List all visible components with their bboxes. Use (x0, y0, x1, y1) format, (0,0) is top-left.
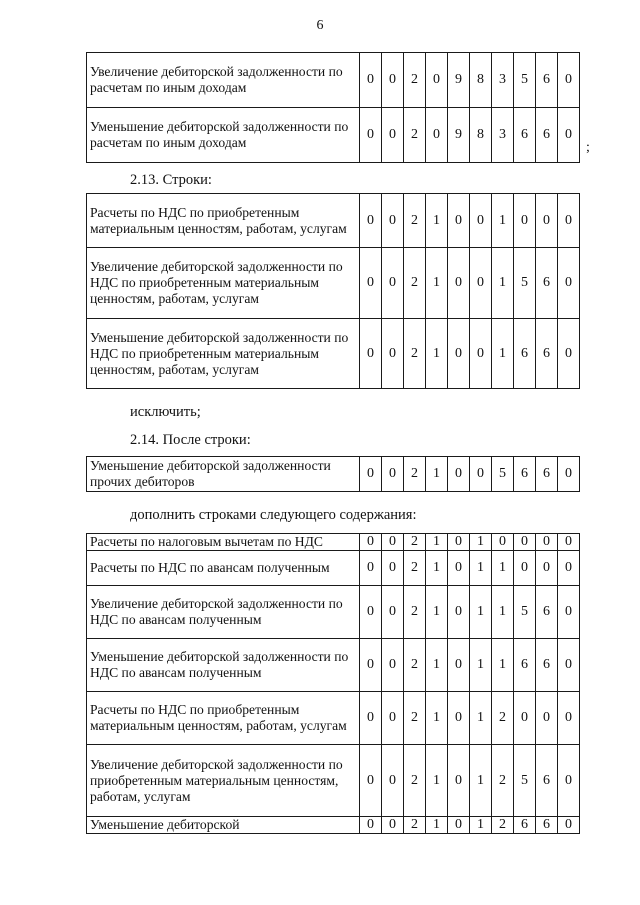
code-digit: 0 (448, 692, 470, 745)
code-digit: 0 (448, 817, 470, 834)
code-digit: 1 (426, 817, 448, 834)
code-digit: 1 (492, 586, 514, 639)
code-digit: 6 (536, 817, 558, 834)
code-digit: 1 (492, 194, 514, 248)
code-digit: 0 (492, 534, 514, 551)
code-digit: 6 (536, 745, 558, 817)
code-digit: 0 (382, 194, 404, 248)
code-digit: 0 (558, 745, 580, 817)
code-digit: 0 (470, 248, 492, 319)
code-digit: 0 (470, 457, 492, 492)
code-digit: 1 (426, 194, 448, 248)
code-digit: 0 (558, 53, 580, 108)
code-digit: 2 (492, 692, 514, 745)
code-digit: 0 (558, 319, 580, 389)
code-digit: 5 (514, 248, 536, 319)
row-name: Расчеты по НДС по приобретенным материальным ценностям, работам, услугам (87, 194, 360, 248)
code-digit: 0 (448, 534, 470, 551)
code-digit: 1 (470, 534, 492, 551)
code-digit: 5 (492, 457, 514, 492)
code-digit: 0 (360, 745, 382, 817)
code-digit: 1 (426, 586, 448, 639)
code-digit: 2 (404, 457, 426, 492)
code-digit: 1 (492, 319, 514, 389)
code-digit: 0 (426, 108, 448, 163)
table-vat-purchased-values (86, 193, 580, 389)
code-digit: 0 (448, 248, 470, 319)
code-digit: 2 (404, 586, 426, 639)
code-digit: 1 (470, 551, 492, 586)
table-row (87, 551, 580, 586)
code-digit: 0 (360, 108, 382, 163)
code-digit: 0 (360, 457, 382, 492)
code-digit: 2 (404, 692, 426, 745)
table-row (87, 534, 580, 551)
code-digit: 0 (470, 194, 492, 248)
row-name: Увеличение дебиторской задолженности по НДС по приобретенным материальным ценностям, работам, услугам (87, 248, 360, 319)
code-digit: 0 (448, 586, 470, 639)
code-digit: 1 (470, 586, 492, 639)
code-digit: 0 (448, 194, 470, 248)
code-digit: 1 (470, 745, 492, 817)
code-digit: 0 (382, 457, 404, 492)
code-digit: 2 (404, 817, 426, 834)
code-digit: 0 (360, 319, 382, 389)
code-digit: 0 (558, 194, 580, 248)
code-digit: 8 (470, 108, 492, 163)
row-name: Расчеты по НДС по авансам полученным (87, 551, 360, 586)
code-digit: 0 (558, 639, 580, 692)
code-digit: 0 (536, 551, 558, 586)
code-digit: 1 (492, 639, 514, 692)
heading-2-14: 2.14. После строки: (130, 432, 251, 448)
code-digit: 1 (492, 248, 514, 319)
code-digit: 0 (360, 551, 382, 586)
code-digit: 0 (536, 534, 558, 551)
code-digit: 3 (492, 53, 514, 108)
code-digit: 0 (558, 248, 580, 319)
table-other-debtors (86, 456, 580, 492)
code-digit: 1 (426, 534, 448, 551)
page-number: 6 (316, 18, 324, 33)
code-digit: 6 (514, 108, 536, 163)
code-digit: 2 (492, 745, 514, 817)
code-digit: 0 (360, 817, 382, 834)
code-digit: 0 (360, 534, 382, 551)
row-name: Расчеты по НДС по приобретенным материальным ценностям, работам, услугам (87, 692, 360, 745)
code-digit: 0 (382, 586, 404, 639)
code-digit: 1 (426, 745, 448, 817)
code-digit: 0 (382, 534, 404, 551)
row-name: Уменьшение дебиторской задолженности по расчетам по иным доходам (87, 108, 360, 163)
code-digit: 1 (426, 319, 448, 389)
table-vat-new-rows (86, 533, 580, 834)
code-digit: 0 (536, 692, 558, 745)
code-digit: 2 (404, 534, 426, 551)
code-digit: 6 (536, 639, 558, 692)
code-digit: 5 (514, 745, 536, 817)
code-digit: 2 (404, 108, 426, 163)
code-digit: 0 (382, 248, 404, 319)
row-name: Уменьшение дебиторской задолженности прочих дебиторов (87, 457, 360, 492)
code-digit: 0 (448, 745, 470, 817)
table-row (87, 586, 580, 639)
code-digit: 1 (426, 248, 448, 319)
row-name: Расчеты по налоговым вычетам по НДС (87, 534, 360, 551)
code-digit: 6 (536, 53, 558, 108)
code-digit: 0 (382, 319, 404, 389)
code-digit: 0 (558, 108, 580, 163)
code-digit: 1 (426, 457, 448, 492)
code-digit: 0 (426, 53, 448, 108)
code-digit: 2 (404, 319, 426, 389)
code-digit: 6 (536, 586, 558, 639)
code-digit: 0 (558, 551, 580, 586)
code-digit: 0 (360, 692, 382, 745)
code-digit: 6 (514, 319, 536, 389)
table-row (87, 692, 580, 745)
code-digit: 0 (558, 817, 580, 834)
code-digit: 6 (536, 248, 558, 319)
code-digit: 0 (514, 194, 536, 248)
code-digit: 1 (470, 692, 492, 745)
row-name: Уменьшение дебиторской задолженности по НДС по приобретенным материальным ценностям, работам, услугам (87, 319, 360, 389)
code-digit: 0 (382, 817, 404, 834)
code-digit: 0 (360, 194, 382, 248)
row-name: Увеличение дебиторской задолженности по расчетам по иным доходам (87, 53, 360, 108)
supplement-text: дополнить строками следующего содержания: (130, 507, 417, 523)
table-receivables-other-income (86, 52, 580, 163)
row-name: Увеличение дебиторской задолженности по приобретенным материальным ценностям, работам, услугам (87, 745, 360, 817)
code-digit: 1 (492, 551, 514, 586)
code-digit: 0 (448, 639, 470, 692)
code-digit: 6 (536, 457, 558, 492)
code-digit: 0 (382, 692, 404, 745)
table-row (87, 319, 580, 389)
code-digit: 0 (470, 319, 492, 389)
table-row (87, 817, 580, 834)
code-digit: 2 (404, 745, 426, 817)
code-digit: 0 (558, 692, 580, 745)
code-digit: 0 (360, 53, 382, 108)
code-digit: 6 (536, 319, 558, 389)
code-digit: 5 (514, 53, 536, 108)
code-digit: 0 (382, 108, 404, 163)
table-row (87, 745, 580, 817)
table-row (87, 194, 580, 248)
table-row (87, 457, 580, 492)
code-digit: 9 (448, 108, 470, 163)
code-digit: 2 (404, 53, 426, 108)
code-digit: 0 (448, 457, 470, 492)
row-name: Увеличение дебиторской задолженности по НДС по авансам полученным (87, 586, 360, 639)
code-digit: 6 (514, 817, 536, 834)
code-digit: 1 (470, 639, 492, 692)
code-digit: 1 (470, 817, 492, 834)
code-digit: 6 (536, 108, 558, 163)
code-digit: 0 (360, 586, 382, 639)
table-row (87, 248, 580, 319)
code-digit: 0 (360, 639, 382, 692)
code-digit: 8 (470, 53, 492, 108)
code-digit: 0 (382, 53, 404, 108)
code-digit: 0 (360, 248, 382, 319)
row-name: Уменьшение дебиторской задолженности по НДС по авансам полученным (87, 639, 360, 692)
code-digit: 0 (514, 692, 536, 745)
code-digit: 9 (448, 53, 470, 108)
code-digit: 2 (404, 639, 426, 692)
code-digit: 0 (514, 534, 536, 551)
code-digit: 5 (514, 586, 536, 639)
code-digit: 0 (382, 551, 404, 586)
code-digit: 0 (448, 551, 470, 586)
code-digit: 0 (382, 745, 404, 817)
code-digit: 2 (404, 248, 426, 319)
code-digit: 2 (404, 551, 426, 586)
code-digit: 2 (492, 817, 514, 834)
row-name: Уменьшение дебиторской (87, 817, 360, 834)
code-digit: 3 (492, 108, 514, 163)
code-digit: 1 (426, 551, 448, 586)
code-digit: 0 (514, 551, 536, 586)
code-digit: 2 (404, 194, 426, 248)
code-digit: 6 (514, 639, 536, 692)
semicolon: ; (586, 140, 590, 155)
table-row (87, 639, 580, 692)
heading-2-13: 2.13. Строки: (130, 172, 212, 188)
code-digit: 0 (558, 586, 580, 639)
code-digit: 0 (448, 319, 470, 389)
code-digit: 1 (426, 692, 448, 745)
table-row (87, 53, 580, 108)
code-digit: 0 (536, 194, 558, 248)
code-digit: 1 (426, 639, 448, 692)
exclude-text: исключить; (130, 404, 201, 420)
table-row (87, 108, 580, 163)
code-digit: 0 (558, 457, 580, 492)
code-digit: 0 (558, 534, 580, 551)
code-digit: 0 (382, 639, 404, 692)
code-digit: 6 (514, 457, 536, 492)
